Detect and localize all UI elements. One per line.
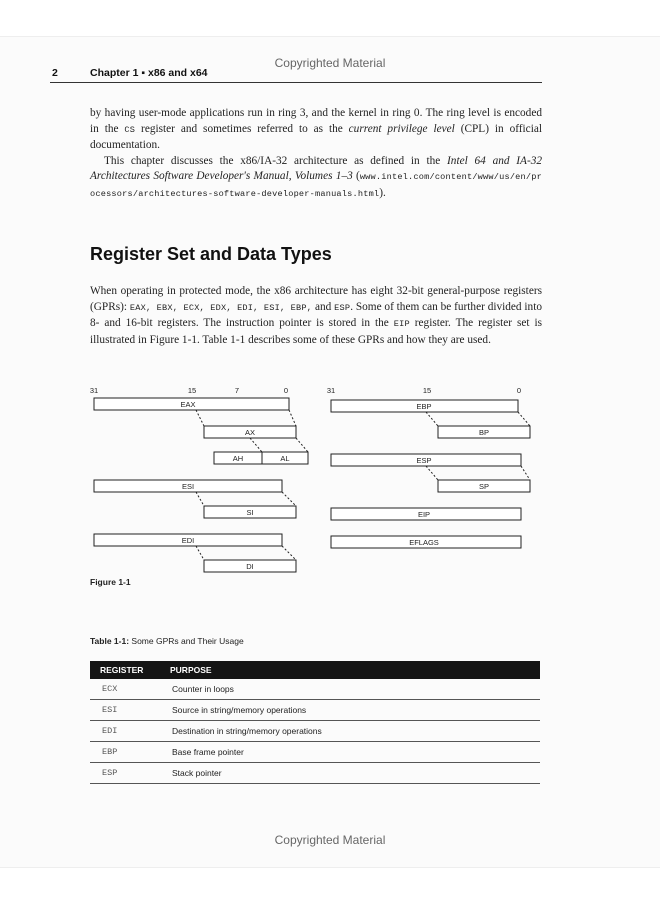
text: and — [312, 300, 335, 313]
di-label: DI — [246, 562, 254, 571]
si-label: SI — [246, 508, 254, 517]
intro-text — [90, 106, 542, 202]
running-head — [52, 67, 208, 79]
ah-label: AH — [232, 454, 244, 463]
body-paragraph — [90, 284, 542, 348]
table-row — [90, 721, 540, 742]
edi-label: EDI — [181, 536, 195, 545]
text: When operating in protected mode, the x86 architecture has eight 32-bit general-purpose registers (GPRs): — [90, 285, 542, 313]
bit-label-0: 0 — [516, 386, 522, 395]
text: register and sometimes referred to as the — [135, 122, 349, 135]
purpose-cell: Stack pointer — [160, 763, 540, 784]
sp-label: SP — [478, 482, 490, 491]
purpose-cell: Base frame pointer — [160, 742, 540, 763]
table-row — [90, 742, 540, 763]
bit-label-0: 0 — [283, 386, 289, 395]
eax-label: EAX — [180, 400, 196, 409]
text: . Some of them can be further divided into 8- and 16-bit registers. The instruction pointer is stored in the — [90, 300, 542, 329]
esp-label: ESP — [416, 456, 432, 465]
column-header-purpose: PURPOSE — [160, 661, 540, 679]
table-row — [90, 679, 540, 700]
body-text — [90, 284, 542, 348]
register-cell: EBP — [90, 742, 160, 763]
table-caption: Some GPRs and Their Usage — [129, 636, 244, 646]
intro-paragraph-1 — [90, 106, 542, 154]
header-rule — [50, 82, 542, 83]
copyright-watermark-bottom: Copyrighted Material — [274, 833, 386, 847]
cs-register: CS — [124, 124, 136, 135]
table-header-row — [90, 661, 540, 679]
manual-url[interactable]: www.intel.com/content/www/us/en/processors/architectures-software-developer-manuals.html — [90, 172, 542, 199]
table-number: Table 1-1: — [90, 636, 130, 646]
copyright-watermark-top: Copyrighted Material — [274, 56, 386, 70]
text: register. The register set is illustrated in Figure 1-1. Table 1-1 describes some of these GPRs and how they are used. — [90, 317, 543, 346]
eip-register: EIP — [393, 319, 410, 329]
bit-label-31: 31 — [326, 386, 336, 395]
bit-label-31: 31 — [89, 386, 99, 395]
table-row — [90, 763, 540, 784]
chapter-title: Chapter 1 ▪ x86 and x64 — [90, 67, 208, 79]
bit-label-15: 15 — [422, 386, 432, 395]
esp-register: ESP — [334, 302, 351, 313]
table-title — [90, 636, 244, 646]
text: ( — [352, 170, 360, 182]
gpr-list: EAX, EBX, ECX, EDX, EDI, ESI, EBP, — [129, 302, 313, 313]
text: (CPL) in official documentation. — [90, 122, 542, 151]
eflags-label: EFLAGS — [409, 538, 439, 547]
bp-label: BP — [478, 428, 490, 437]
ax-label: AX — [244, 428, 256, 437]
gpr-usage-table — [90, 661, 540, 784]
text: ). — [379, 186, 386, 199]
purpose-cell: Counter in loops — [160, 679, 540, 700]
register-set-diagram — [0, 380, 660, 580]
esi-label: ESI — [181, 482, 195, 491]
purpose-cell: Destination in string/memory operations — [160, 721, 540, 742]
register-cell: EDI — [90, 721, 160, 742]
bit-label-15: 15 — [187, 386, 197, 395]
intro-paragraph-2 — [90, 154, 542, 203]
register-cell: ESI — [90, 700, 160, 721]
page-number: 2 — [52, 67, 58, 79]
table-row — [90, 700, 540, 721]
section-title: Register Set and Data Types — [90, 244, 332, 264]
text: This chapter discusses the x86/IA-32 architecture as defined in the — [104, 154, 448, 167]
text: by having user-mode applications run in ring 3, and the kernel in ring 0. The ring level is encoded in the — [90, 107, 542, 135]
manual-title: Intel 64 and IA-32 Architectures Software Developer's Manual, Volumes 1–3 — [90, 154, 542, 182]
column-header-register: REGISTER — [90, 661, 160, 679]
al-label: AL — [280, 454, 290, 463]
register-cell: ECX — [90, 679, 160, 700]
eip-label: EIP — [417, 510, 431, 519]
register-cell: ESP — [90, 763, 160, 784]
figure-caption: Figure 1-1 — [90, 577, 131, 587]
bit-label-7: 7 — [234, 386, 240, 395]
purpose-cell: Source in string/memory operations — [160, 700, 540, 721]
ebp-label: EBP — [416, 402, 432, 411]
cpl-term: current privilege level — [348, 122, 455, 135]
